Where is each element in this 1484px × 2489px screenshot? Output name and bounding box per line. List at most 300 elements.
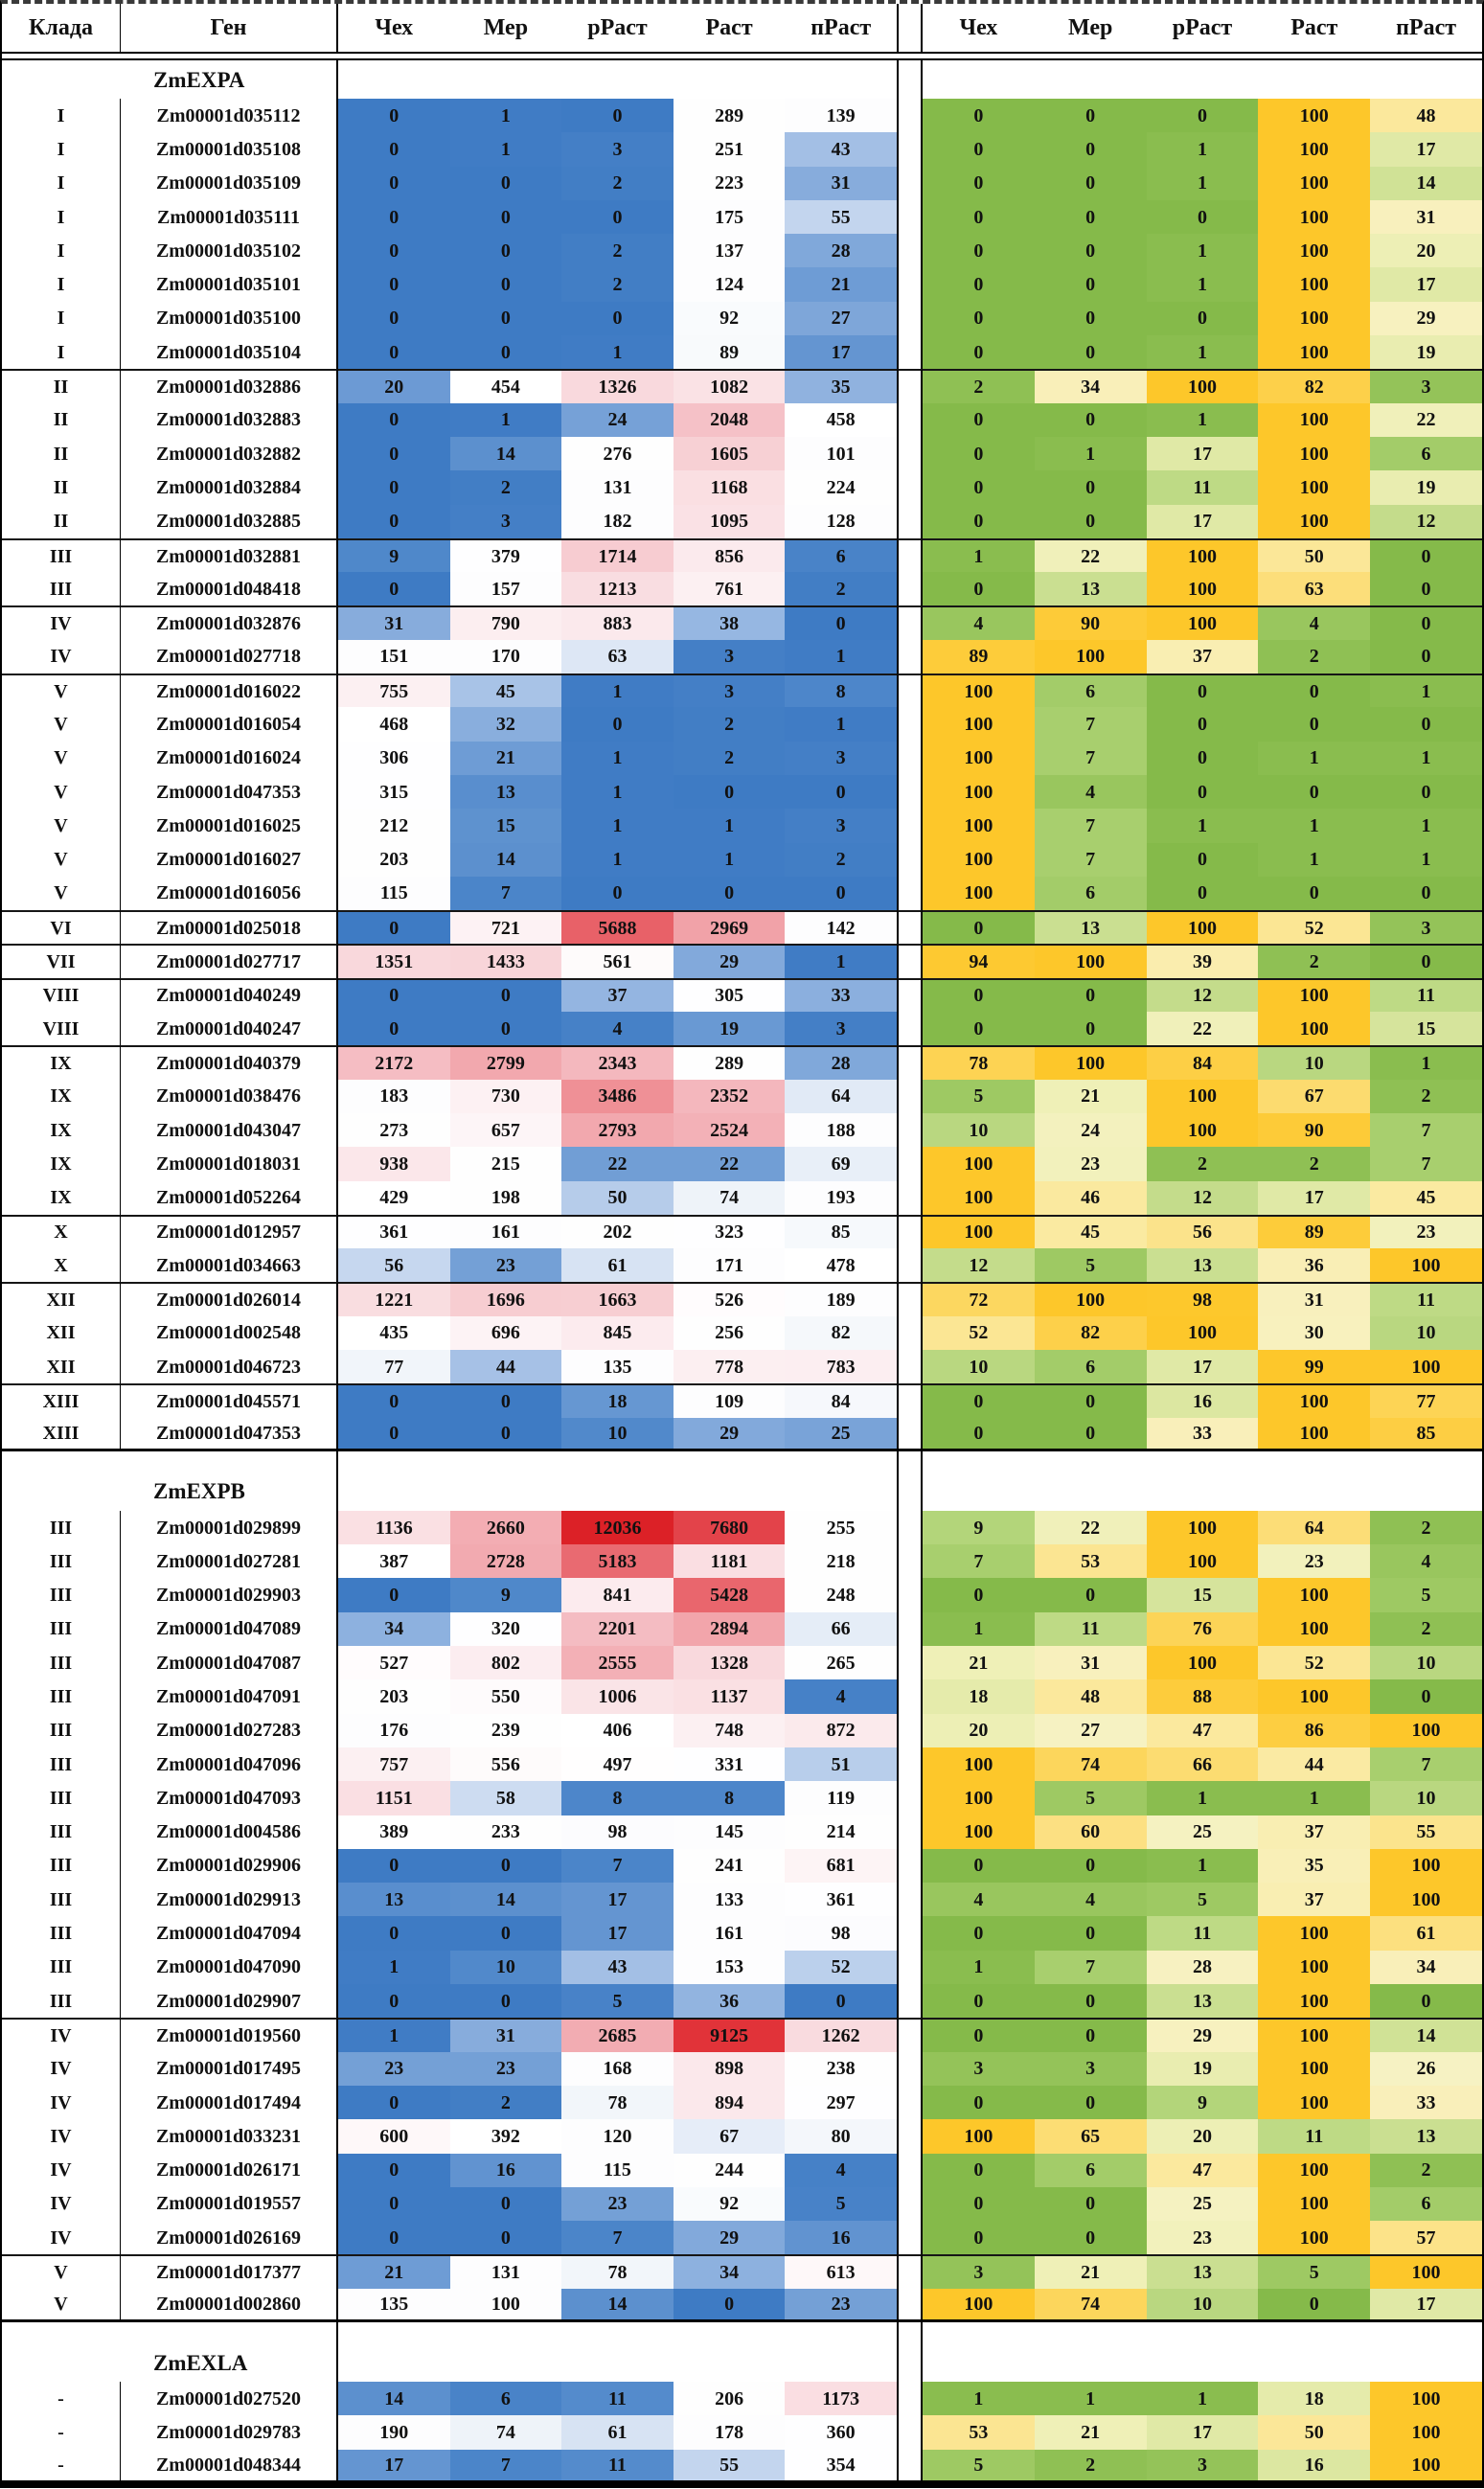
percent-cell: 4: [923, 605, 1035, 639]
percent-cell: 0: [923, 572, 1035, 605]
header-cell-gene: Ген: [121, 4, 338, 52]
percent-cell: 85: [1370, 1418, 1482, 1451]
gap-column-cell: [897, 1544, 923, 1578]
percent-cell: 15: [1147, 1578, 1259, 1611]
count-cell: 239: [450, 1714, 562, 1747]
table-row: [2, 2221, 1482, 2254]
table-row: [2, 1511, 1482, 1544]
percent-cell: 100: [1370, 2415, 1482, 2449]
percent-cell: 36: [1258, 1248, 1370, 1282]
count-cell: 23: [450, 2052, 562, 2086]
percent-cell: 1: [1370, 742, 1482, 775]
count-cell: 58: [450, 1781, 562, 1815]
percent-cell: 23: [1258, 1544, 1370, 1578]
count-cell: 153: [674, 1951, 786, 1984]
gene-cell: Zm00001d004586: [121, 1815, 338, 1849]
percent-cell: 52: [923, 1316, 1035, 1350]
gene-cell: Zm00001d032883: [121, 403, 338, 437]
count-cell: 2048: [674, 403, 786, 437]
percent-cell: 100: [1370, 2382, 1482, 2415]
count-cell: 170: [450, 640, 562, 674]
percent-cell: 100: [923, 1781, 1035, 1815]
section-label: ZmEXLA: [121, 2343, 338, 2382]
count-cell: 29: [674, 944, 786, 977]
percent-cell: 47: [1147, 2154, 1259, 2187]
table-row: [2, 1951, 1482, 1984]
percent-cell: 0: [1035, 403, 1147, 437]
spacer-cell: [785, 1473, 897, 1511]
percent-cell: 7: [1035, 843, 1147, 877]
percent-cell: 88: [1147, 1679, 1259, 1713]
count-cell: 0: [450, 1916, 562, 1950]
count-cell: 24: [561, 403, 674, 437]
percent-cell: 0: [1035, 1916, 1147, 1950]
percent-cell: 31: [1035, 1646, 1147, 1679]
clade-cell: IV: [2, 605, 121, 639]
table-row: [2, 809, 1482, 842]
gap-column-cell: [897, 99, 923, 132]
count-cell: 55: [674, 2450, 786, 2483]
count-cell: 188: [785, 1113, 897, 1147]
spacer-cell: [1035, 60, 1147, 99]
clade-cell: IV: [2, 2018, 121, 2051]
percent-cell: 11: [1370, 978, 1482, 1012]
count-cell: 0: [338, 167, 450, 200]
clade-cell: XII: [2, 1350, 121, 1383]
percent-cell: 100: [923, 742, 1035, 775]
percent-cell: 10: [1147, 2289, 1259, 2322]
percent-cell: 55: [1370, 1815, 1482, 1849]
count-cell: 755: [338, 674, 450, 707]
percent-cell: 99: [1258, 1350, 1370, 1383]
percent-cell: 90: [1258, 1113, 1370, 1147]
count-cell: 13: [450, 775, 562, 809]
count-cell: 85: [785, 1215, 897, 1248]
percent-cell: 19: [1147, 2052, 1259, 2086]
count-cell: 0: [338, 234, 450, 267]
gene-cell: Zm00001d043047: [121, 1113, 338, 1147]
count-cell: 550: [450, 1679, 562, 1713]
table-row: [2, 2119, 1482, 2153]
count-cell: 190: [338, 2415, 450, 2449]
count-cell: 255: [785, 1511, 897, 1544]
table-row: [2, 1544, 1482, 1578]
gap-column-cell: [897, 2119, 923, 2153]
gap-column-cell: [897, 1714, 923, 1747]
percent-cell: 0: [1035, 2221, 1147, 2254]
count-cell: 7: [561, 2221, 674, 2254]
count-cell: 14: [450, 843, 562, 877]
percent-cell: 0: [1035, 1418, 1147, 1451]
spacer-cell: [923, 2343, 1035, 2382]
percent-cell: 1: [1035, 2382, 1147, 2415]
gap-column-cell: [897, 2289, 923, 2322]
count-cell: 101: [785, 437, 897, 470]
percent-cell: 24: [1035, 1113, 1147, 1147]
gap-column-cell: [897, 2187, 923, 2221]
count-cell: 233: [450, 1815, 562, 1849]
percent-cell: 10: [923, 1113, 1035, 1147]
clade-cell: I: [2, 200, 121, 234]
table-row: [2, 640, 1482, 674]
table-row: [2, 1316, 1482, 1350]
count-cell: 0: [338, 978, 450, 1012]
table-row: [2, 369, 1482, 402]
percent-cell: 100: [923, 2289, 1035, 2322]
percent-cell: 84: [1147, 1045, 1259, 1079]
percent-cell: 1: [1258, 742, 1370, 775]
percent-cell: 25: [1147, 2187, 1259, 2221]
count-cell: 38: [674, 605, 786, 639]
percent-cell: 100: [1147, 572, 1259, 605]
gene-cell: Zm00001d016025: [121, 809, 338, 842]
percent-cell: 94: [923, 944, 1035, 977]
gap-column-cell: [897, 572, 923, 605]
percent-cell: 0: [1035, 505, 1147, 538]
table-row: [2, 2187, 1482, 2221]
gap-column-cell: [897, 1747, 923, 1781]
gene-cell: Zm00001d035100: [121, 302, 338, 335]
percent-cell: 5: [923, 1080, 1035, 1113]
count-cell: 98: [785, 1916, 897, 1950]
count-cell: 27: [785, 302, 897, 335]
count-cell: 176: [338, 1714, 450, 1747]
gene-cell: Zm00001d019560: [121, 2018, 338, 2051]
clade-cell: V: [2, 809, 121, 842]
count-cell: 14: [561, 2289, 674, 2322]
count-cell: 0: [450, 2221, 562, 2254]
percent-cell: 21: [923, 1646, 1035, 1679]
clade-cell: III: [2, 1883, 121, 1916]
count-cell: 0: [561, 877, 674, 910]
count-cell: 938: [338, 1147, 450, 1180]
table-header-row: [2, 4, 1482, 52]
count-cell: 305: [674, 978, 786, 1012]
table-row: [2, 2086, 1482, 2119]
table-row: [2, 1418, 1482, 1451]
percent-cell: 46: [1035, 1181, 1147, 1215]
count-cell: 3: [785, 742, 897, 775]
count-cell: 331: [674, 1747, 786, 1781]
gene-cell: Zm00001d032876: [121, 605, 338, 639]
count-cell: 20: [338, 369, 450, 402]
count-cell: 1: [561, 843, 674, 877]
percent-cell: 2: [1370, 1080, 1482, 1113]
percent-cell: 89: [923, 640, 1035, 674]
percent-cell: 1: [1147, 403, 1259, 437]
percent-cell: 90: [1035, 605, 1147, 639]
gene-cell: Zm00001d029913: [121, 1883, 338, 1916]
percent-cell: 0: [923, 910, 1035, 944]
table-row: [2, 1282, 1482, 1315]
percent-cell: 1: [923, 538, 1035, 572]
count-cell: 1: [785, 640, 897, 674]
table-row: [2, 132, 1482, 166]
percent-cell: 100: [1258, 2052, 1370, 2086]
percent-cell: 3: [1370, 910, 1482, 944]
percent-cell: 23: [1035, 1147, 1147, 1180]
percent-cell: 100: [1370, 1849, 1482, 1883]
count-cell: 32: [450, 707, 562, 741]
count-cell: 14: [450, 437, 562, 470]
gap-column-cell: [897, 1215, 923, 1248]
percent-cell: 0: [923, 978, 1035, 1012]
gap-column-cell: [897, 2382, 923, 2415]
percent-cell: 7: [1370, 1747, 1482, 1781]
gene-cell: Zm00001d035112: [121, 99, 338, 132]
count-cell: 66: [785, 1612, 897, 1646]
count-cell: 406: [561, 1714, 674, 1747]
table-row: [2, 99, 1482, 132]
percent-cell: 1: [1147, 1781, 1259, 1815]
gap-column-cell: [897, 1646, 923, 1679]
spacer-cell: [1258, 2343, 1370, 2382]
percent-cell: 100: [1147, 910, 1259, 944]
count-cell: 3: [561, 132, 674, 166]
percent-cell: 100: [1258, 1578, 1370, 1611]
percent-cell: 0: [923, 132, 1035, 166]
count-cell: 0: [450, 234, 562, 267]
count-cell: 69: [785, 1147, 897, 1180]
percent-cell: 39: [1147, 944, 1259, 977]
count-cell: 1714: [561, 538, 674, 572]
percent-cell: 100: [1147, 605, 1259, 639]
count-cell: 178: [674, 2415, 786, 2449]
count-cell: 0: [785, 877, 897, 910]
count-cell: 45: [450, 674, 562, 707]
percent-cell: 11: [1147, 470, 1259, 504]
percent-cell: 100: [1370, 1883, 1482, 1916]
count-cell: 241: [674, 1849, 786, 1883]
spacer-clade-cell: [2, 1473, 121, 1511]
spacer-cell: [1258, 60, 1370, 99]
gene-cell: Zm00001d047093: [121, 1781, 338, 1815]
percent-cell: 5: [1035, 1248, 1147, 1282]
table-row: [2, 978, 1482, 1012]
count-cell: 74: [674, 1181, 786, 1215]
gene-cell: Zm00001d029783: [121, 2415, 338, 2449]
percent-cell: 13: [1035, 910, 1147, 944]
percent-cell: 48: [1370, 99, 1482, 132]
section-label: ZmEXPA: [121, 60, 338, 99]
percent-cell: 0: [923, 403, 1035, 437]
count-cell: 389: [338, 1815, 450, 1849]
spacer-cell: [450, 1473, 562, 1511]
count-cell: 0: [450, 1418, 562, 1451]
percent-cell: 0: [1035, 1383, 1147, 1417]
count-cell: 657: [450, 1113, 562, 1147]
percent-cell: 0: [1035, 470, 1147, 504]
count-cell: 778: [674, 1350, 786, 1383]
clade-cell: II: [2, 470, 121, 504]
count-cell: 0: [785, 775, 897, 809]
count-cell: 29: [674, 2221, 786, 2254]
table-row: [2, 1612, 1482, 1646]
gene-cell: Zm00001d052264: [121, 1181, 338, 1215]
gene-cell: Zm00001d047091: [121, 1679, 338, 1713]
table-row: [2, 1679, 1482, 1713]
percent-cell: 34: [1035, 369, 1147, 402]
percent-cell: 17: [1147, 437, 1259, 470]
count-cell: 297: [785, 2086, 897, 2119]
count-cell: 23: [785, 2289, 897, 2322]
clade-cell: III: [2, 1679, 121, 1713]
count-cell: 2799: [450, 1045, 562, 1079]
count-cell: 17: [785, 335, 897, 369]
count-cell: 323: [674, 1215, 786, 1248]
count-cell: 2172: [338, 1045, 450, 1079]
header-cell-percent-раст: Раст: [1290, 15, 1338, 40]
count-cell: 360: [785, 2415, 897, 2449]
percent-cell: 29: [1147, 2018, 1259, 2051]
percent-cell: 13: [1370, 2119, 1482, 2153]
spacer-cell: [1370, 1473, 1482, 1511]
table-row: [2, 1747, 1482, 1781]
count-cell: 7680: [674, 1511, 786, 1544]
percent-cell: 0: [923, 2187, 1035, 2221]
count-cell: 1095: [674, 505, 786, 538]
spacer-cell: [450, 2343, 562, 2382]
percent-cell: 17: [1147, 505, 1259, 538]
percent-cell: 100: [1147, 1646, 1259, 1679]
clade-cell: -: [2, 2382, 121, 2415]
percent-cell: 0: [1035, 1849, 1147, 1883]
count-cell: 2728: [450, 1544, 562, 1578]
gene-cell: Zm00001d027283: [121, 1714, 338, 1747]
section-header-row: [2, 1473, 1482, 1511]
count-cell: 23: [450, 1248, 562, 1282]
percent-cell: 0: [923, 1849, 1035, 1883]
percent-cell: 1: [923, 1951, 1035, 1984]
percent-cell: 61: [1370, 1916, 1482, 1950]
count-cell: 67: [674, 2119, 786, 2153]
count-cell: 10: [561, 1418, 674, 1451]
count-cell: 458: [785, 403, 897, 437]
count-cell: 215: [450, 1147, 562, 1180]
spacer-cell: [1370, 2322, 1482, 2343]
percent-cell: 16: [1147, 1383, 1259, 1417]
percent-cell: 9: [1147, 2086, 1259, 2119]
table-row: [2, 2450, 1482, 2483]
gap-column-cell: [897, 335, 923, 369]
percent-cell: 0: [1370, 572, 1482, 605]
percent-cell: 2: [1035, 2450, 1147, 2483]
count-cell: 3: [785, 1012, 897, 1045]
clade-cell: -: [2, 2450, 121, 2483]
percent-cell: 76: [1147, 1612, 1259, 1646]
count-cell: 526: [674, 1282, 786, 1315]
count-cell: 157: [450, 572, 562, 605]
count-cell: 25: [785, 1418, 897, 1451]
count-cell: 202: [561, 1215, 674, 1248]
percent-cell: 28: [1147, 1951, 1259, 1984]
count-cell: 1: [561, 742, 674, 775]
count-cell: 31: [450, 2018, 562, 2051]
percent-cell: 100: [1147, 1316, 1259, 1350]
clade-cell: IX: [2, 1181, 121, 1215]
spacer-cell: [674, 1473, 786, 1511]
table-row: [2, 1849, 1482, 1883]
count-cell: 1: [561, 775, 674, 809]
gap-column-cell: [897, 2343, 923, 2382]
gene-cell: Zm00001d032882: [121, 437, 338, 470]
percent-cell: 48: [1035, 1679, 1147, 1713]
count-cell: 0: [338, 505, 450, 538]
header-divider: [2, 52, 1482, 60]
count-cell: 17: [338, 2450, 450, 2483]
spacer-cell: [1035, 2322, 1147, 2343]
percent-cell: 7: [1370, 1113, 1482, 1147]
percent-cell: 7: [1035, 707, 1147, 741]
gene-cell: Zm00001d047089: [121, 1612, 338, 1646]
gene-cell: Zm00001d029907: [121, 1984, 338, 2018]
count-cell: 74: [450, 2415, 562, 2449]
spacer-cell: [561, 1473, 674, 1511]
percent-cell: 37: [1147, 640, 1259, 674]
gene-cell: Zm00001d040247: [121, 1012, 338, 1045]
spacer-cell: [1147, 2343, 1259, 2382]
count-cell: 898: [674, 2052, 786, 2086]
clade-cell: II: [2, 403, 121, 437]
count-cell: 89: [674, 335, 786, 369]
percent-cell: 82: [1258, 369, 1370, 402]
percent-cell: 13: [1147, 2254, 1259, 2288]
count-cell: 0: [338, 910, 450, 944]
spacer-cell: [1258, 1473, 1370, 1511]
percent-cell: 21: [1035, 2415, 1147, 2449]
percent-cell: 100: [1258, 1418, 1370, 1451]
count-cell: 2685: [561, 2018, 674, 2051]
header-cell-percent-праст: пРаст: [1396, 15, 1457, 40]
percent-cell: 10: [923, 1350, 1035, 1383]
count-cell: 1696: [450, 1282, 562, 1315]
percent-cell: 78: [923, 1045, 1035, 1079]
percent-cell: 0: [923, 2221, 1035, 2254]
count-cell: 28: [785, 234, 897, 267]
count-cell: 0: [338, 335, 450, 369]
percent-cell: 100: [1370, 1248, 1482, 1282]
count-cell: 0: [338, 437, 450, 470]
count-cell: 7: [561, 1849, 674, 1883]
count-cell: 115: [338, 877, 450, 910]
table-row: [2, 707, 1482, 741]
gap-column-cell: [897, 1511, 923, 1544]
count-cell: 22: [674, 1147, 786, 1180]
spacer-cell: [561, 60, 674, 99]
percent-cell: 21: [1035, 2254, 1147, 2288]
gene-cell: Zm00001d029899: [121, 1511, 338, 1544]
gap-column-cell: [897, 2154, 923, 2187]
clade-cell: IX: [2, 1113, 121, 1147]
table-row: [2, 437, 1482, 470]
spacer-cell: [561, 2322, 674, 2343]
count-cell: 454: [450, 369, 562, 402]
table-row: [2, 335, 1482, 369]
count-cell: 2: [450, 2086, 562, 2119]
count-cell: 3: [450, 505, 562, 538]
gap-column-cell: [897, 1679, 923, 1713]
count-cell: 214: [785, 1815, 897, 1849]
percent-cell: 6: [1035, 2154, 1147, 2187]
percent-cell: 100: [923, 809, 1035, 842]
table-row: [2, 877, 1482, 910]
count-cell: 1181: [674, 1544, 786, 1578]
percent-cell: 98: [1147, 1282, 1259, 1315]
percent-cell: 0: [923, 1418, 1035, 1451]
spacer-cell: [1370, 1451, 1482, 1473]
gene-cell: Zm00001d047087: [121, 1646, 338, 1679]
clade-cell: IV: [2, 2119, 121, 2153]
